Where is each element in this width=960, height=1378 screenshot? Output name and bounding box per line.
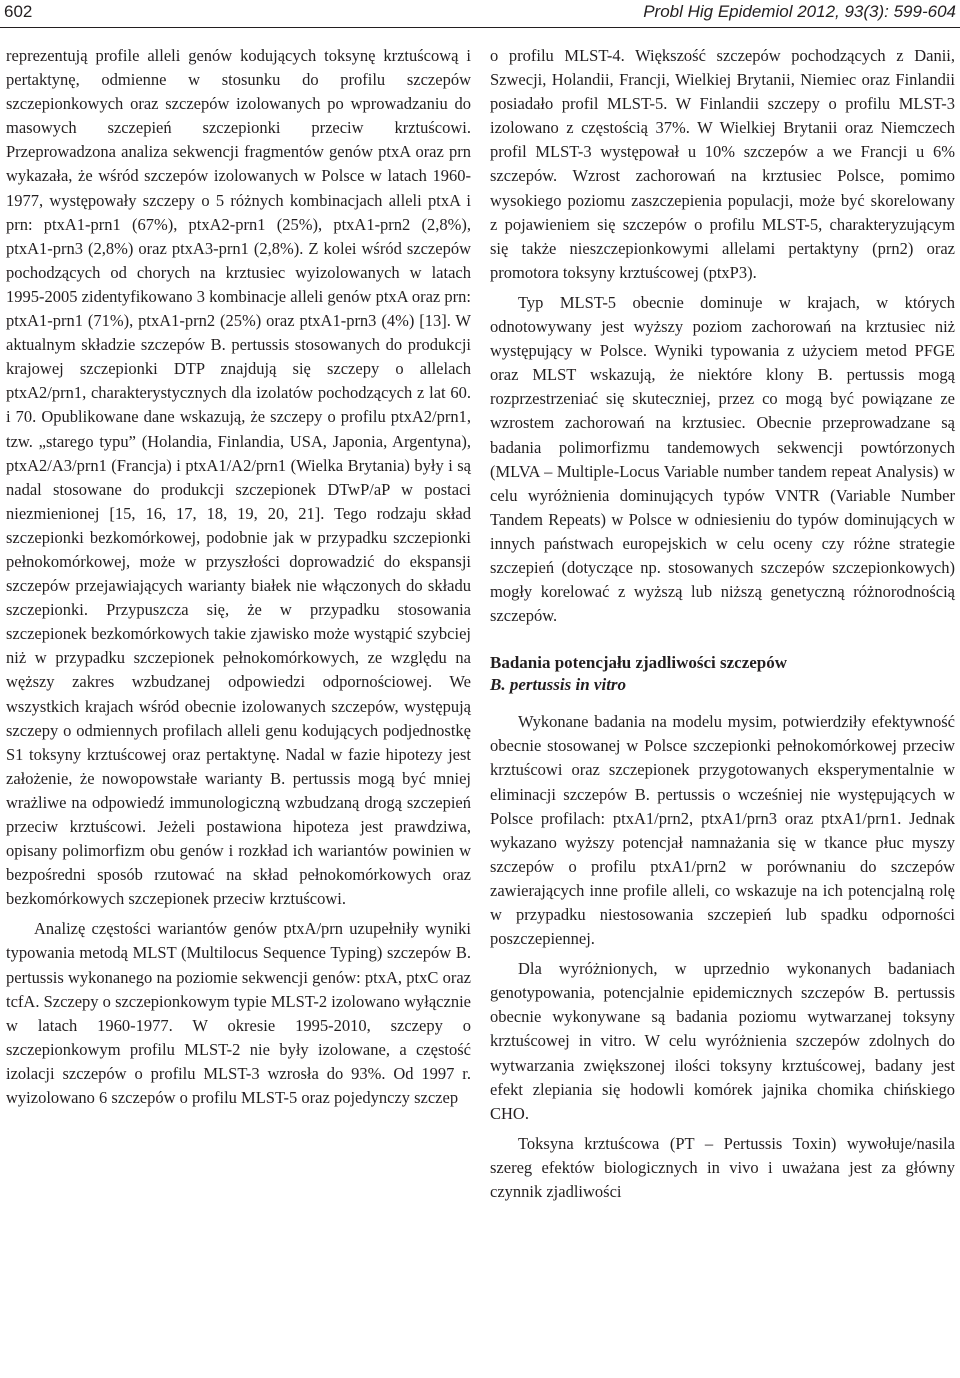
- section-heading: [490, 652, 955, 696]
- body-paragraph: Dla wyróżnionych, w uprzednio wykonanych badaniach genotypowania, potencjalnie epidemicznych szczepów B. pertussis obecnie wykonywane są badania poziomu wytwarzanej toksyny krztuścowej in vitro. W celu wyróżnienia szczepów zdolnych do wytwarzania zwiększonej ilości toksyny krztuścowej, badany jest efekt zlepiania się hodowli komórek jajnika chomika chińskiego CHO.: [490, 959, 955, 1123]
- section-heading-line: B. pertussis in vitro: [490, 675, 627, 695]
- body-paragraph: Typ MLST-5 obecnie dominuje w krajach, w których odnotowywany jest wyższy poziom zachorowań na krztusiec niż występujący w Polsce. Wyniki typowania z użyciem metod PFGE oraz MLST wskazują, że niektóre klony B. pertussis mogą rozprzestrzeniać się skuteczniej, przez co mogą być powiązane ze wzrostem zachorowań na krztusiec. Obecnie przeprowadzane są badania polimorfizmu tandemowych sekwencji powtórzonych (MLVA – Multiple-Locus Variable number tandem repeat Analysis) w celu wyróżnienia dominujących typów VNTR (Variable Number Tandem Repeats) w Polsce w odniesieniu do typów dominujących w innych państwach europejskich w celu oceny czy różne strategie szczepień (dotyczące np. stosowanych szczepów szczepionkowych) mogły korelować z wyższą lub niższą genetyczną różnorodnością szczepów.: [490, 292, 955, 626]
- journal-reference: Probl Hig Epidemiol 2012, 93(3): 599-604: [643, 2, 956, 21]
- page-number: 602: [4, 2, 33, 21]
- left-column: [6, 44, 471, 1110]
- section-heading-line: Badania potencjału zjadliwości szczepów: [490, 653, 788, 673]
- body-paragraph: Toksyna krztuścowa (PT – Pertussis Toxin) wywołuje/nasila szereg efektów biologicznych in vivo i uważana jest za główny czynnik zjadliwości: [490, 1133, 955, 1202]
- body-paragraph: Wykonane badania na modelu mysim, potwierdziły efektywność obecnie stosowanej w Polsce szczepionki pełnokomórkowej przeciw krztuścowi oraz szczepionek przygotowanych eksperymentalnie w eliminacji szczepów B. pertussis o wcześniej nie występujących w Polsce profilach: ptxA1/prn2, ptxA1/prn3 oraz ptxA1/prn1. Jednak wykazano wyższy potencjał namnażania się w tkance płuc myszy szczepów o profilu ptxA1/prn2 w porównaniu do szczepów zawierających inne profile alleli, co wskazuje na ich potencjalną rolę w przypadku niestosowania szczepień lub spadku odporności poszczepiennej.: [490, 712, 955, 949]
- body-paragraph: Analizę częstości wariantów genów ptxA/prn uzupełniły wyniki typowania metodą MLST (Multilocus Sequence Typing) szczepów B. pertussis wykonanego na poziomie sekwencji genów: ptxA, ptxC oraz tcfA. Szczepy o szczepionkowym typie MLST-2 izolowano wyłącznie w latach 1960-1977. W okresie 1995-2010, szczepy o szczepionkowym profilu MLST-2 nie były izolowane, a częstość izolacji szczepów o profilu MLST-3 wzrosła do 93%. Od 1997 r. wyizolowano 6 szczepów o profilu MLST-5 oraz pojedynczy szczep: [6, 919, 471, 1108]
- body-paragraph: reprezentują profile alleli genów kodujących toksynę krztuścową i pertaktynę, odmienne w stosunku do profilu szczepów szczepionkowych oraz szczepów izolowanych po wprowadzaniu do masowych szczepień szczepionki przeciw krztuścowi. Przeprowadzona analiza sekwencji fragmentów genów ptxA oraz prn wykazała, że wśród szczepów izolowanych w Polsce w latach 1960-1977, występowały szczepy o 5 różnych kombinacjach alleli ptxA i prn: ptxA1-prn1 (67%), ptxA2-prn1 (25%), ptxA1-prn2 (2,8%), ptxA1-prn3 (2,8%) oraz ptxA3-prn1 (2,8%). Z kolei wśród szczepów pochodzących od chorych na krztusiec wyizolowanych w latach 1995-2005 zidentyfikowano 3 kombinacje alleli genów ptxA oraz prn: ptxA1-prn1 (71%), ptxA1-prn2 (25%) oraz ptxA1-prn3 (4%) [13]. W aktualnym składzie szczepów B. pertussis stosowanych do produkcji krajowej szczepionki DTP znajdują się szczepy o allelach ptxA2/prn1, charakterystycznych dla izolatów pochodzących z lat 60. i 70. Opublikowane dane wskazują, że szczepy o profilu ptxA2/prn1, tzw. „starego typu” (Holandia, Finlandia, USA, Japonia, Argentyna), ptxA2/A3/prn1 (Francja) i ptxA1/A2/prn1 (Wielka Brytania) były i są nadal stosowane do produkcji szczepionek DTwP/aP w postaci niezmienionej [15, 16, 17, 18, 19, 20, 21]. Tego rodzaju skład szczepionki bezkomórkowej, podobnie jak w przypadku szczepionki pełnokomórkowej, może w przyszłości doprowadzić do ekspansji szczepów przejawiających warianty białek nie włączonych do składu szczepionki. Przypuszcza się, że w przypadku stosowania szczepionek bezkomórkowych takie zjawisko może wystąpić szybciej niż w przypadku szczepionek pełnokomórkowych, ze względu na węższy zakres wzbudzanej odpowiedzi odpornościowej. We wszystkich krajach wśród obecnie izolowanych szczepów, występują szczepy o odmiennych profilach alleli genu kodujących podjednostkę S1 toksyny krztuścowej oraz pertaktynę. Nadal w fazie hipotezy jest założenie, że nowopowstałe warianty B. pertussis mogą być mniej wrażliwe na odpowiedź immunologiczną wzbudzaną drogą szczepień przeciw krztuścowi. Jeżeli postawiona hipoteza jest prawdziwa, opisany polimorfizm obu genów i rozkład ich wariantów powinien w bezpośredni sposób rzutować na skład pełnokomórkowych oraz bezkomórkowych szczepionek przeciw krztuścowi.: [6, 46, 471, 909]
- page-header: [0, 0, 960, 28]
- body-paragraph: o profilu MLST-4. Większość szczepów pochodzących z Danii, Szwecji, Holandii, Francji, Wielkiej Brytanii, Niemiec oraz Finlandii posiadało profil MLST-5. W Finlandii szczepy o profilu MLST-3 izolowano z częstością 37%. W Wielkiej Brytanii oraz Niemczech profil MLST-3 występował u 10% szczepów a we Francji u 6% szczepów. Wzrost zachorowań na krztusiec Polsce, pomimo wysokiego poziomu zaszczepienia populacji, może być skorelowany z pojawieniem się szczepów o profilu MLST-5, charakteryzującym się także nieszczepionkowymi allelami pertaktyny (prn2) oraz promotora toksyny krztuścowej (ptxP3).: [490, 46, 955, 282]
- right-column: [490, 44, 955, 1204]
